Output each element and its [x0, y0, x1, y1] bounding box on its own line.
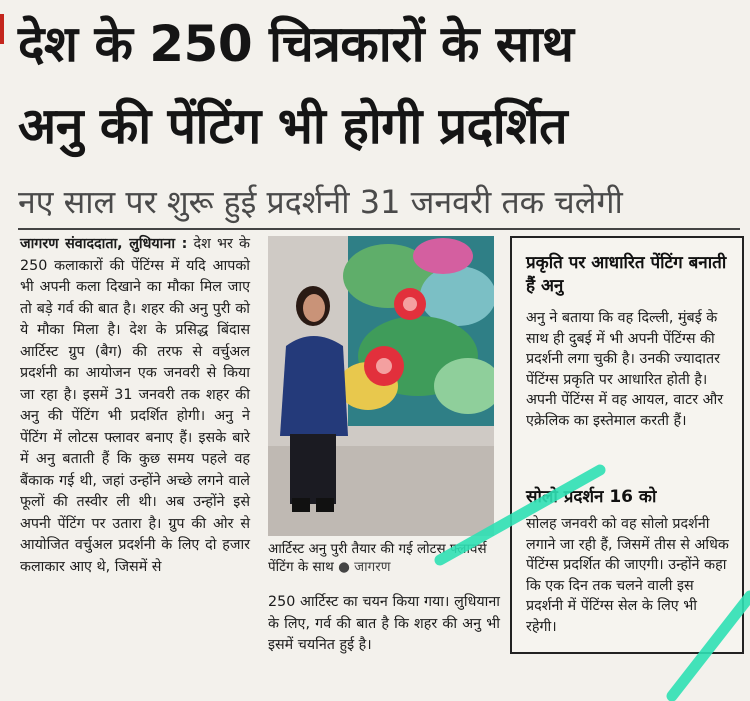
- article-column-1: [20, 234, 250, 578]
- article-body-2: 250 आर्टिस्ट का चयन किया गया। लुधियाना के लिए, गर्व की बात है कि शहर की अनु भी इसमें चयनित हुई है।: [268, 594, 500, 653]
- headline-line-2: अनु की पेंटिंग भी होगी प्रदर्शित: [18, 97, 568, 155]
- photo-artwork: [268, 236, 494, 536]
- photo-caption-text: आर्टिस्ट अनु पुरी तैयार की गई लोटस फ्लावर्स पेंटिंग के साथ: [268, 541, 487, 575]
- dateline: जागरण संवाददाता, लुधियाना :: [20, 236, 188, 252]
- sidebar-heading-2: सोलो प्रदर्शन 16 को: [526, 487, 657, 507]
- sidebar-paragraph-2: सोलह जनवरी को वह सोलो प्रदर्शनी लगाने जा रही हैं, जिसमें तीस से अधिक पेंटिंग्स प्रदर्शित की जाएगी। उन्होंने कहा कि एक दिन तक चलने वाली इस प्रदर्शनी में पेंटिंग्स सेल के लिए भी रहेगी।: [526, 516, 729, 635]
- photo-caption: [268, 540, 500, 576]
- article-photo: [268, 236, 494, 536]
- photo-credit: ● जागरण: [338, 559, 391, 575]
- sidebar-paragraph-1: अनु ने बताया कि वह दिल्ली, मुंबई के साथ ही दुबई में भी अपनी पेंटिंग्स की प्रदर्शनी लगा चुकी है। उनकी ज्यादातर पेंटिंग्स प्रकृति पर आधारित होती है। अपनी पेंटिंग्स में वह आयल, वाटर और एक्रेलिक का इस्तेमाल करती हैं।: [526, 310, 724, 429]
- sidebar-text-2: [526, 514, 731, 637]
- headline-line-1: देश के 250 चित्रकारों के साथ: [18, 15, 574, 73]
- section-color-tab: [0, 14, 4, 44]
- headline-divider: [18, 228, 740, 230]
- article-body-1: देश भर के 250 कलाकारों की पेंटिंग्स में यदि आपको भी अपनी कला दिखाने का मौका मिल जाए तो बड़े गर्व की बात है। शहर की अनु पुरी को ये मौका मिला है। देश के प्रसिद्ध बिंदास आर्टिस्ट ग्रुप (बैग) की तरफ से वर्चुअल प्रदर्शनी का आयोजन एक जनवरी से किया जा रहा है। इसमें 31 जनवरी तक शहर की अनु की पेंटिंग भी प्रदर्शित होगी। अनु ने पेंटिंग में लोटस फ्लावर बनाए हैं। इसके बारे में अनु बताती हैं कि कुछ समय पहले वह बैंकाक गई थी, जहां उन्होंने अच्छे लगने वाले फूलों की तस्वीर ली थी। अब उन्होंने इसे अपनी पेंटिंग पर उतारा है। ग्रुप की ओर से आयोजित वर्चुअल प्रदर्शनी के लिए दो हजार कलाकार आए थे, जिसमें से: [20, 236, 250, 575]
- subheadline: नए साल पर शुरू हुई प्रदर्शनी 31 जनवरी तक चलेगी: [18, 183, 623, 221]
- sidebar-heading-1: प्रकृति पर आधारित पेंटिंग बनाती हैं अनु: [526, 253, 727, 296]
- sidebar-text-1: [526, 308, 731, 431]
- article-column-2: [268, 592, 500, 657]
